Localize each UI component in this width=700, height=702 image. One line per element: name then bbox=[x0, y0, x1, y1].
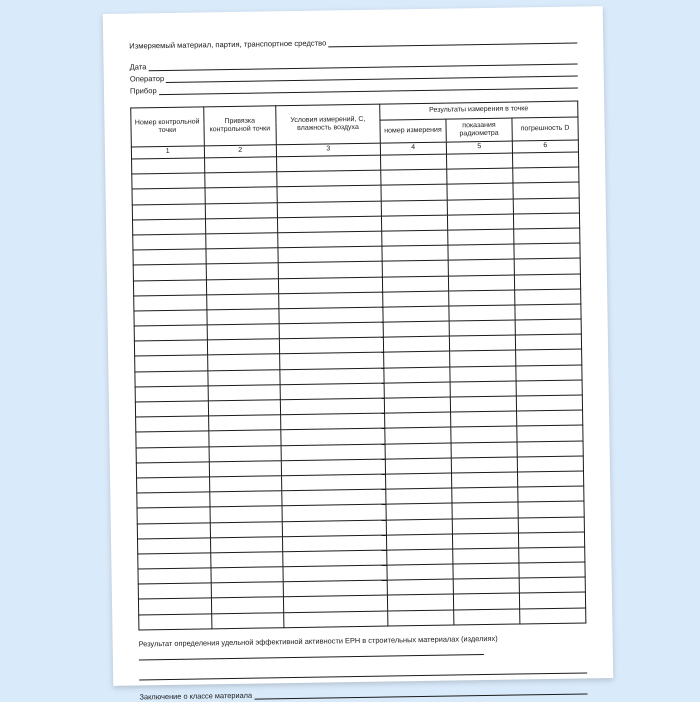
table-cell[interactable] bbox=[210, 521, 283, 537]
table-cell[interactable] bbox=[451, 457, 517, 473]
table-cell[interactable] bbox=[516, 349, 582, 365]
table-cell[interactable] bbox=[207, 369, 280, 385]
table-cell[interactable] bbox=[278, 231, 382, 248]
table-cell[interactable] bbox=[516, 395, 582, 411]
table-cell[interactable] bbox=[448, 275, 514, 291]
table-cell[interactable] bbox=[384, 397, 450, 413]
table-cell[interactable] bbox=[381, 200, 447, 216]
table-cell[interactable] bbox=[384, 367, 450, 383]
table-cell[interactable] bbox=[205, 248, 278, 264]
table-cell[interactable] bbox=[385, 473, 451, 489]
table-cell[interactable] bbox=[384, 382, 450, 398]
table-cell[interactable] bbox=[382, 260, 448, 276]
table-cell[interactable] bbox=[385, 458, 451, 474]
table-cell[interactable] bbox=[520, 608, 586, 624]
table-cell[interactable] bbox=[450, 411, 516, 427]
header-radiometer-reading: показания радиометра bbox=[446, 118, 512, 142]
table-cell[interactable] bbox=[281, 459, 385, 476]
result-fill-rule-2 bbox=[139, 671, 587, 680]
table-cell[interactable] bbox=[381, 215, 447, 231]
table-cell[interactable] bbox=[515, 334, 581, 350]
material-line bbox=[129, 35, 577, 51]
table-cell[interactable] bbox=[448, 229, 514, 245]
table-cell[interactable] bbox=[280, 398, 384, 415]
table-cell[interactable] bbox=[133, 249, 206, 265]
table-cell[interactable] bbox=[210, 567, 283, 583]
table-cell[interactable] bbox=[136, 431, 209, 447]
table-cell[interactable] bbox=[518, 501, 584, 517]
header-results-group: Результаты измерения в точке bbox=[380, 101, 578, 120]
table-cell[interactable] bbox=[451, 472, 517, 488]
table-cell[interactable] bbox=[279, 322, 383, 339]
table-cell[interactable] bbox=[205, 233, 278, 249]
table-cell[interactable] bbox=[383, 306, 449, 322]
table-cell[interactable] bbox=[283, 565, 387, 582]
table-cell[interactable] bbox=[205, 217, 278, 233]
table-cell[interactable] bbox=[137, 507, 210, 523]
table-cell[interactable] bbox=[448, 259, 514, 275]
table-cell[interactable] bbox=[279, 307, 383, 324]
table-cell[interactable] bbox=[279, 337, 383, 354]
table-cell[interactable] bbox=[206, 309, 279, 325]
table-cell[interactable] bbox=[209, 460, 282, 476]
table-cell[interactable] bbox=[282, 489, 386, 506]
table-cell[interactable] bbox=[382, 291, 448, 307]
table-cell[interactable] bbox=[206, 263, 279, 279]
table-cell[interactable] bbox=[449, 305, 515, 321]
table-cell[interactable] bbox=[515, 289, 581, 305]
table-cell[interactable] bbox=[138, 598, 211, 614]
table-cell[interactable] bbox=[386, 488, 452, 504]
table-cell[interactable] bbox=[209, 445, 282, 461]
table-cell[interactable] bbox=[386, 534, 452, 550]
table-cell[interactable] bbox=[282, 520, 386, 537]
table-cell[interactable] bbox=[277, 170, 381, 187]
table-cell[interactable] bbox=[279, 292, 383, 309]
table-cell[interactable] bbox=[453, 563, 519, 579]
table-cell[interactable] bbox=[138, 553, 211, 569]
table-cell[interactable] bbox=[514, 258, 580, 274]
table-cell[interactable] bbox=[133, 264, 206, 280]
table-cell[interactable] bbox=[137, 522, 210, 538]
table-cell[interactable] bbox=[517, 425, 583, 441]
table-cell[interactable] bbox=[281, 413, 385, 430]
table-cell[interactable] bbox=[137, 538, 210, 554]
table-cell[interactable] bbox=[381, 184, 447, 200]
table-cell[interactable] bbox=[386, 503, 452, 519]
table-cell[interactable] bbox=[382, 276, 448, 292]
table-cell[interactable] bbox=[210, 506, 283, 522]
table-cell[interactable] bbox=[136, 462, 209, 478]
table-cell[interactable] bbox=[516, 365, 582, 381]
table-cell[interactable] bbox=[512, 152, 578, 168]
table-cell[interactable] bbox=[277, 201, 381, 218]
table-cell[interactable] bbox=[519, 577, 585, 593]
table-cell[interactable] bbox=[448, 244, 514, 260]
table-cell[interactable] bbox=[278, 216, 382, 233]
table-cell[interactable] bbox=[211, 612, 284, 628]
table-cell[interactable] bbox=[134, 325, 207, 341]
table-cell[interactable] bbox=[137, 477, 210, 493]
table-cell[interactable] bbox=[447, 199, 513, 215]
table-cell[interactable] bbox=[447, 214, 513, 230]
conclusion-fill-rule bbox=[254, 685, 588, 699]
table-cell[interactable] bbox=[515, 319, 581, 335]
table-cell[interactable] bbox=[133, 234, 206, 250]
table-cell[interactable] bbox=[207, 354, 280, 370]
table-cell[interactable] bbox=[519, 592, 585, 608]
table-cell[interactable] bbox=[452, 502, 518, 518]
table-cell[interactable] bbox=[513, 182, 579, 198]
table-cell[interactable] bbox=[284, 611, 388, 628]
table-cell[interactable] bbox=[280, 368, 384, 385]
header-conditions: Условия измерений, С, влажность воздуха bbox=[276, 104, 380, 145]
table-cell[interactable] bbox=[516, 380, 582, 396]
table-cell[interactable] bbox=[518, 486, 584, 502]
header-measurement-number: номер измерения bbox=[380, 119, 446, 143]
table-cell[interactable] bbox=[387, 564, 453, 580]
table-cell[interactable] bbox=[139, 613, 212, 629]
table-cell[interactable] bbox=[135, 401, 208, 417]
device-label: Прибор bbox=[129, 86, 157, 96]
table-cell[interactable] bbox=[280, 353, 384, 370]
table-cell[interactable] bbox=[135, 355, 208, 371]
table-cell[interactable] bbox=[386, 519, 452, 535]
table-cell[interactable] bbox=[138, 583, 211, 599]
table-cell[interactable] bbox=[449, 290, 515, 306]
table-cell[interactable] bbox=[450, 381, 516, 397]
table-cell[interactable] bbox=[513, 198, 579, 214]
header-error-d: погрешность D bbox=[512, 117, 578, 141]
table-cell[interactable] bbox=[514, 228, 580, 244]
table-cell[interactable] bbox=[447, 168, 513, 184]
table-cell[interactable] bbox=[283, 550, 387, 567]
header-point-number: Номер контрольной точки bbox=[131, 107, 204, 147]
table-cell[interactable] bbox=[517, 456, 583, 472]
table-cell[interactable] bbox=[282, 474, 386, 491]
table-cell[interactable] bbox=[516, 410, 582, 426]
table-cell[interactable] bbox=[449, 320, 515, 336]
table-cell[interactable] bbox=[132, 158, 205, 174]
table-cell[interactable] bbox=[278, 246, 382, 263]
table-cell[interactable] bbox=[281, 444, 385, 461]
column-number-cell: 6 bbox=[512, 140, 578, 153]
table-cell[interactable] bbox=[132, 219, 205, 235]
table-cell[interactable] bbox=[387, 549, 453, 565]
table-cell[interactable] bbox=[453, 593, 519, 609]
table-cell[interactable] bbox=[280, 383, 384, 400]
table-cell[interactable] bbox=[513, 213, 579, 229]
table-cell[interactable] bbox=[134, 295, 207, 311]
table-cell[interactable] bbox=[204, 172, 277, 188]
measurements-table bbox=[130, 101, 586, 631]
table-cell[interactable] bbox=[208, 430, 281, 446]
table-cell[interactable] bbox=[383, 336, 449, 352]
table-cell[interactable] bbox=[447, 183, 513, 199]
document-footer bbox=[139, 632, 588, 701]
table-cell[interactable] bbox=[206, 278, 279, 294]
table-cell[interactable] bbox=[277, 185, 381, 202]
table-cell[interactable] bbox=[282, 504, 386, 521]
table-cell[interactable] bbox=[387, 594, 453, 610]
table-cell[interactable] bbox=[515, 304, 581, 320]
table-cell[interactable] bbox=[133, 279, 206, 295]
table-cell[interactable] bbox=[136, 446, 209, 462]
table-cell[interactable] bbox=[380, 154, 446, 170]
table-cell[interactable] bbox=[450, 396, 516, 412]
conclusion-line bbox=[139, 685, 587, 701]
table-cell[interactable] bbox=[132, 173, 205, 189]
table-cell[interactable] bbox=[449, 335, 515, 351]
table-cell[interactable] bbox=[387, 579, 453, 595]
table-body bbox=[131, 140, 586, 630]
column-number-cell: 5 bbox=[446, 141, 512, 154]
column-number-cell: 3 bbox=[276, 143, 380, 157]
conclusion-label: Заключение о классе материала bbox=[139, 690, 253, 702]
table-cell[interactable] bbox=[211, 597, 284, 613]
table-cell[interactable] bbox=[283, 596, 387, 613]
table-cell[interactable] bbox=[514, 243, 580, 259]
table-cell[interactable] bbox=[518, 532, 584, 548]
material-fill-rule bbox=[328, 35, 577, 48]
table-cell[interactable] bbox=[518, 516, 584, 532]
result-label: Результат определения удельной эффективной активности ЕРН в строительных материалах (изделиях) bbox=[138, 633, 498, 649]
document-sheet bbox=[103, 6, 613, 702]
header-meta-block bbox=[130, 56, 578, 96]
table-cell[interactable] bbox=[514, 273, 580, 289]
header-material-block bbox=[129, 35, 577, 51]
table-cell[interactable] bbox=[206, 293, 279, 309]
column-number-cell: 4 bbox=[380, 142, 446, 155]
table-cell[interactable] bbox=[446, 153, 512, 169]
table-cell[interactable] bbox=[283, 535, 387, 552]
table-cell[interactable] bbox=[211, 582, 284, 598]
table-cell[interactable] bbox=[210, 552, 283, 568]
table-cell[interactable] bbox=[209, 491, 282, 507]
table-cell[interactable] bbox=[135, 386, 208, 402]
table-cell[interactable] bbox=[209, 476, 282, 492]
table-cell[interactable] bbox=[451, 442, 517, 458]
table-cell[interactable] bbox=[451, 426, 517, 442]
table-cell[interactable] bbox=[452, 487, 518, 503]
table-cell[interactable] bbox=[204, 157, 277, 173]
table-cell[interactable] bbox=[383, 352, 449, 368]
date-label: Дата bbox=[129, 62, 147, 72]
table-cell[interactable] bbox=[453, 578, 519, 594]
table-cell[interactable] bbox=[132, 188, 205, 204]
table-cell[interactable] bbox=[452, 533, 518, 549]
result-fill-rule-1 bbox=[139, 653, 484, 660]
table-cell[interactable] bbox=[208, 385, 281, 401]
table-cell[interactable] bbox=[385, 443, 451, 459]
table-cell[interactable] bbox=[207, 324, 280, 340]
table-cell[interactable] bbox=[283, 580, 387, 597]
table-cell[interactable] bbox=[205, 202, 278, 218]
table-cell[interactable] bbox=[136, 416, 209, 432]
table-cell[interactable] bbox=[452, 518, 518, 534]
table-cell[interactable] bbox=[453, 548, 519, 564]
table-cell[interactable] bbox=[278, 277, 382, 294]
table-cell[interactable] bbox=[137, 492, 210, 508]
table-cell[interactable] bbox=[138, 568, 211, 584]
table-cell[interactable] bbox=[517, 441, 583, 457]
table-cell[interactable] bbox=[450, 366, 516, 382]
table-cell[interactable] bbox=[208, 415, 281, 431]
table-cell[interactable] bbox=[383, 321, 449, 337]
column-number-cell: 2 bbox=[204, 145, 277, 158]
table-cell[interactable] bbox=[384, 412, 450, 428]
table-cell[interactable] bbox=[382, 245, 448, 261]
table-cell[interactable] bbox=[134, 310, 207, 326]
column-number-cell: 1 bbox=[131, 146, 204, 159]
table-cell[interactable] bbox=[281, 428, 385, 445]
table-cell[interactable] bbox=[513, 167, 579, 183]
table-cell[interactable] bbox=[385, 427, 451, 443]
table-cell[interactable] bbox=[207, 339, 280, 355]
table-cell[interactable] bbox=[278, 261, 382, 278]
table-cell[interactable] bbox=[277, 155, 381, 172]
table-cell[interactable] bbox=[205, 187, 278, 203]
table-cell[interactable] bbox=[135, 370, 208, 386]
table-cell[interactable] bbox=[208, 400, 281, 416]
table-cell[interactable] bbox=[382, 230, 448, 246]
operator-label: Оператор bbox=[129, 74, 165, 84]
table-cell[interactable] bbox=[132, 203, 205, 219]
table-cell[interactable] bbox=[381, 169, 447, 185]
table-cell[interactable] bbox=[387, 610, 453, 626]
header-point-reference: Привязка контрольной точки bbox=[203, 106, 276, 146]
table-cell[interactable] bbox=[519, 562, 585, 578]
table-cell[interactable] bbox=[454, 609, 520, 625]
material-label: Измеряемый материал, партия, транспортное средство bbox=[129, 38, 327, 51]
table-cell[interactable] bbox=[210, 536, 283, 552]
table-cell[interactable] bbox=[517, 471, 583, 487]
table-cell[interactable] bbox=[134, 340, 207, 356]
table-cell[interactable] bbox=[449, 350, 515, 366]
table-cell[interactable] bbox=[519, 547, 585, 563]
